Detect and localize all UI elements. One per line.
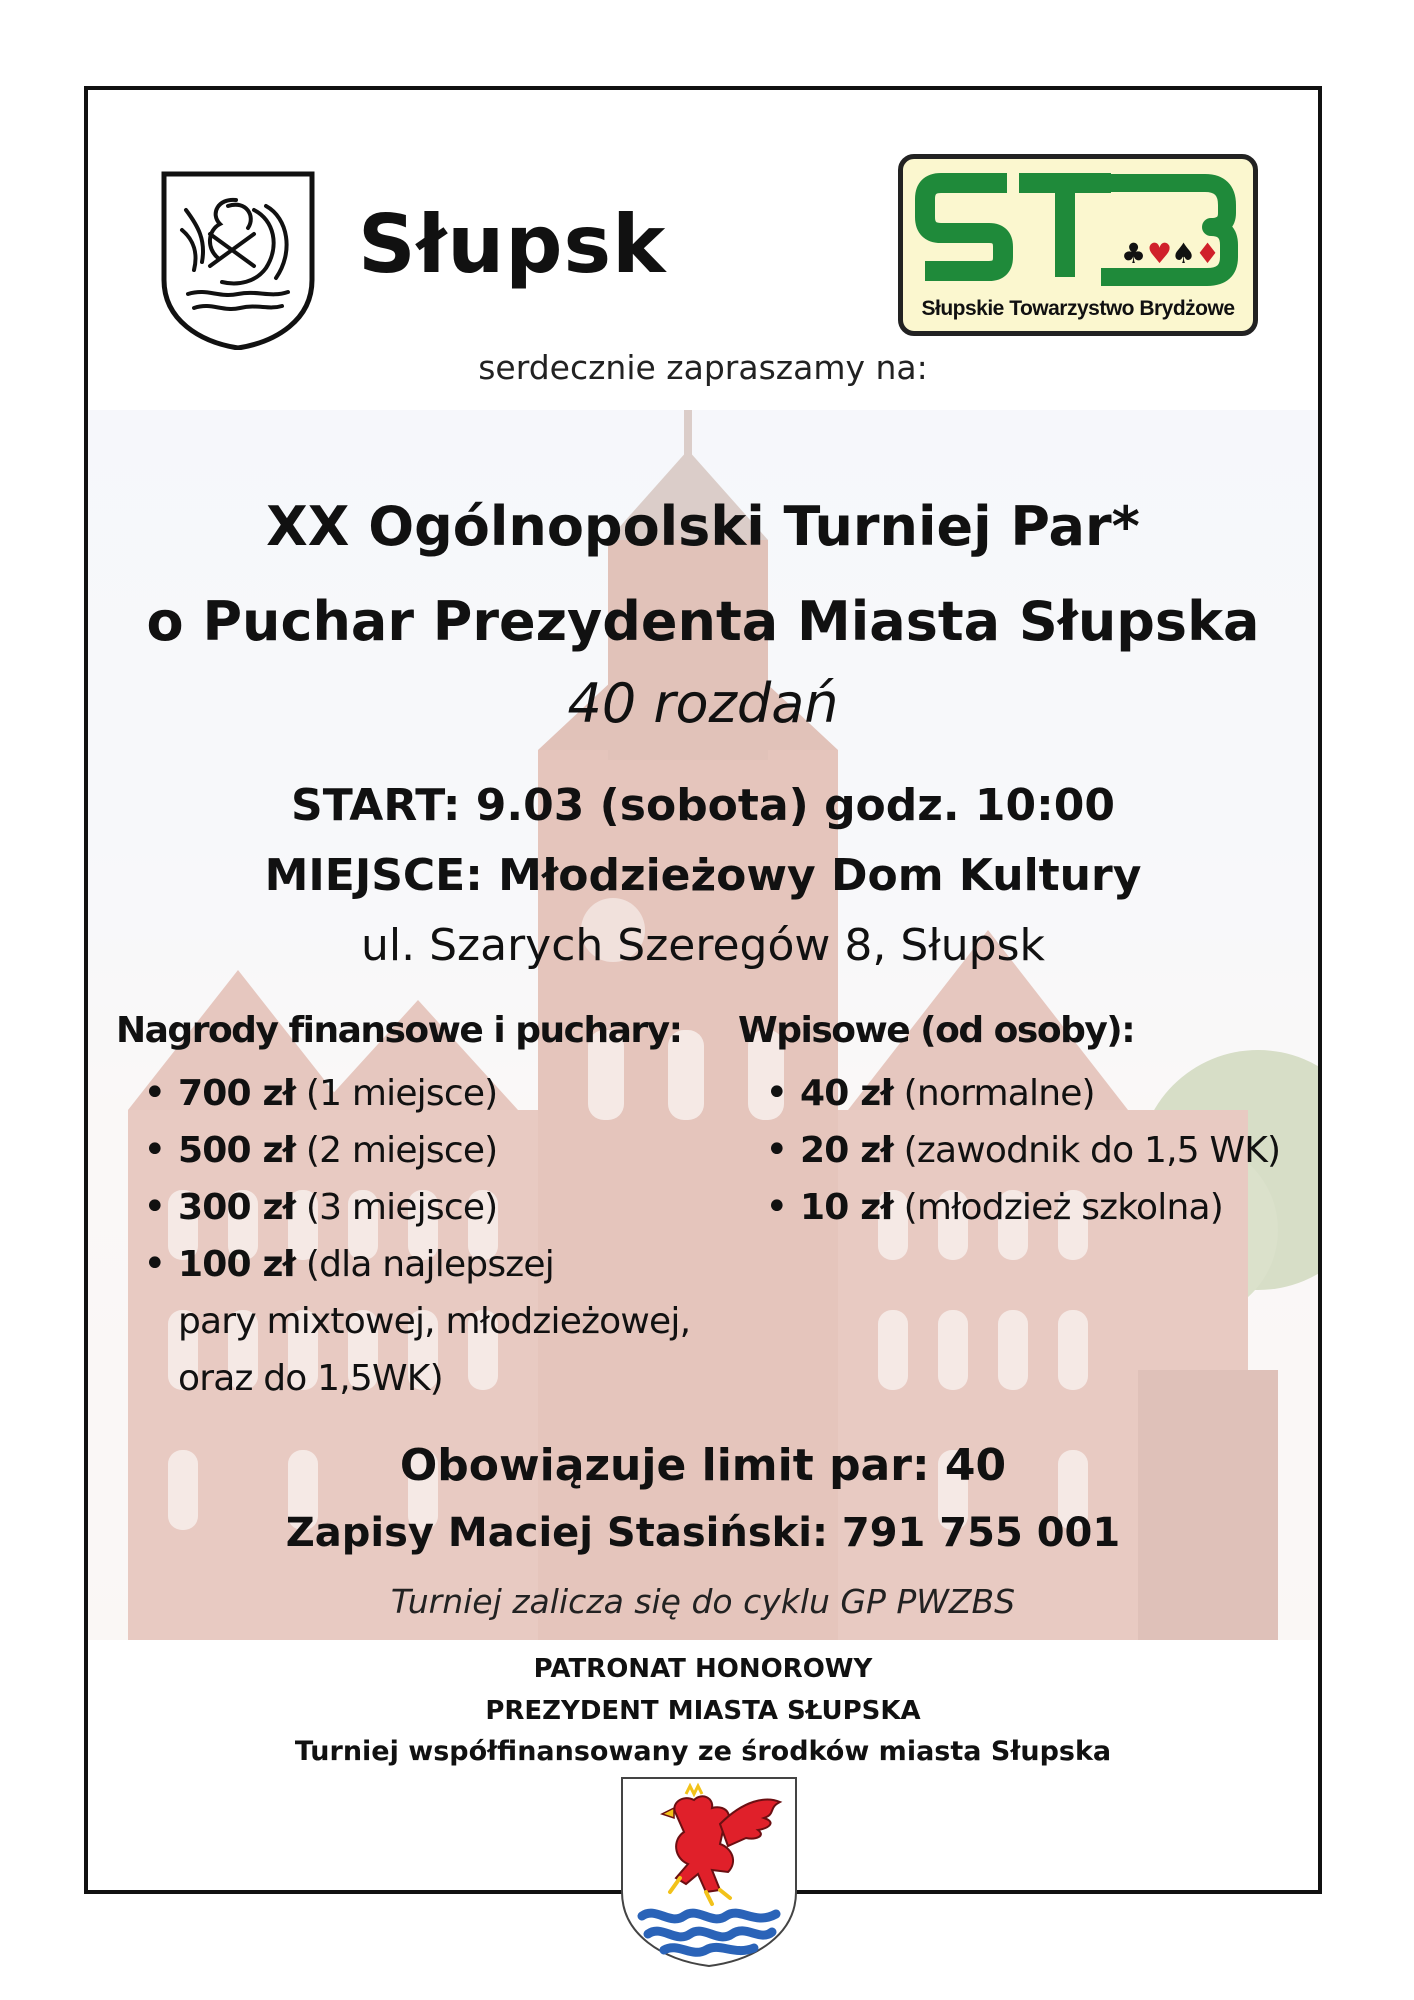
cycle-note: Turniej zalicza się do cyklu GP PWZBS [390,1582,1016,1621]
fee-amount: 40 zł [800,1073,893,1114]
svg-text:♠: ♠ [1171,237,1197,270]
stb-logo-icon [898,154,1258,336]
signup-contact: Zapisy Maciej Stasiński: 791 755 001 [285,1510,1121,1556]
prize-label: (3 miejsce) [305,1187,498,1228]
deals-count: 40 rozdań [567,672,839,735]
event-title-line2: o Puchar Prezydenta Miasta Słupska [146,590,1260,653]
prize-label: (2 miejsce) [305,1130,498,1171]
venue-address: ul. Szarych Szeregów 8, Słupsk [361,920,1045,971]
poster-frame [84,86,1322,1894]
patronage-name: PREZYDENT MIASTA SŁUPSKA [485,1696,921,1726]
cofinancing-note: Turniej współfinansowany ze środków miasta Słupska [294,1736,1112,1767]
svg-text:♥: ♥ [1147,237,1173,270]
prize-label-line3: oraz do 1,5WK) [178,1358,443,1399]
list-item [133,1122,753,1179]
prize-label: (1 miejsce) [305,1073,498,1114]
list-item [133,1065,753,1122]
list-item [755,1122,1315,1179]
fee-amount: 10 zł [800,1187,893,1228]
card-suits-icon [1121,237,1220,270]
fee-label: (normalne) [903,1073,1095,1114]
intro-text: serdecznie zapraszamy na: [478,348,928,387]
list-item [133,1179,753,1236]
griffin-crest-icon [616,1774,802,1970]
list-item [755,1179,1315,1236]
prizes-heading: Nagrody finansowe i puchary: [116,1010,682,1051]
prize-amount: 500 zł [178,1130,296,1171]
list-item [133,1236,753,1407]
start-datetime: START: 9.03 (sobota) godz. 10:00 [291,780,1115,831]
venue: MIEJSCE: Młodzieżowy Dom Kultury [264,850,1142,901]
fee-label: (zawodnik do 1,5 WK) [903,1130,1281,1171]
prize-amount: 100 zł [178,1244,296,1285]
fees-list [755,1065,1315,1236]
prizes-list [133,1065,753,1407]
city-crest-icon [158,170,318,350]
prize-amount: 300 zł [178,1187,296,1228]
fees-heading: Wpisowe (od osoby): [738,1010,1135,1051]
event-title-line1: XX Ogólnopolski Turniej Par* [266,495,1140,558]
patronage-heading: PATRONAT HONOROWY [533,1654,873,1684]
fee-label: (młodzież szkolna) [903,1187,1223,1228]
stb-name: Słupskie Towarzystwo Brydżowe [921,297,1235,320]
svg-text:♣: ♣ [1121,237,1147,270]
prize-amount: 700 zł [178,1073,296,1114]
fee-amount: 20 zł [800,1130,893,1171]
list-item [755,1065,1315,1122]
prize-label-line2: pary mixtowej, młodzieżowej, [178,1301,691,1342]
svg-text:♦: ♦ [1195,237,1221,270]
city-name: Słupsk [358,198,667,291]
pairs-limit: Obowiązuje limit par: 40 [399,1440,1007,1491]
prize-label: (dla najlepszej [305,1244,554,1285]
